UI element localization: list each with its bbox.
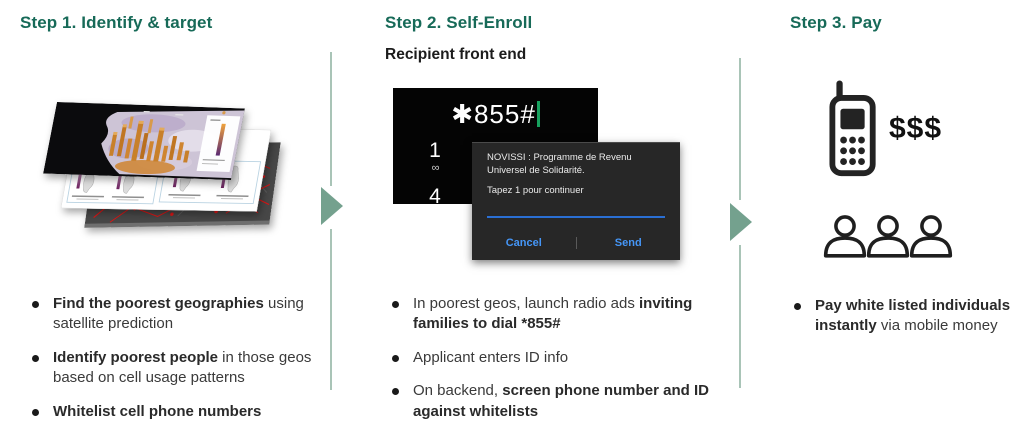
- ussd-code-display: ✱855#: [393, 99, 598, 130]
- bullet-icon: [392, 355, 399, 362]
- list-item: Find the poorest geographies using satellite prediction: [28, 294, 323, 335]
- list-item: Applicant enters ID info: [388, 348, 718, 368]
- ussd-dialog-prompt: Tapez 1 pour continuer: [487, 185, 584, 196]
- bullet-icon: [392, 388, 399, 395]
- step1-title: Step 1. Identify & target: [20, 13, 213, 32]
- voicemail-icon: ∞: [431, 162, 439, 174]
- person-icon: [822, 214, 868, 258]
- people-group-icon: [822, 214, 951, 258]
- satellite-3d-bars-map-card: [43, 102, 245, 180]
- ussd-dialog: [472, 142, 680, 260]
- bullet-icon: [392, 301, 399, 308]
- right-arrow-icon: [321, 187, 343, 225]
- divider-line: [330, 229, 332, 390]
- recipient-front-end-label: Recipient front end: [385, 46, 527, 63]
- person-icon: [865, 214, 911, 258]
- bullet-icon: [32, 355, 39, 362]
- ussd-dialog-message: NOVISSI : Programme de Revenu Universel de Solidarité.: [487, 152, 632, 176]
- step1-bullet-list: [28, 294, 323, 435]
- divider-line: [739, 58, 741, 200]
- cancel-button[interactable]: Cancel: [505, 237, 542, 249]
- list-item: On backend, screen phone number and ID against whitelists: [388, 381, 718, 422]
- dialpad-key-4[interactable]: 4: [429, 185, 441, 204]
- bullet-icon: [32, 301, 39, 308]
- person-icon: [908, 214, 954, 258]
- list-item: Identify poorest people in those geos based on cell usage patterns: [28, 348, 323, 389]
- satellite-map-stack-image: [28, 78, 318, 246]
- money-label: $$$: [889, 112, 943, 145]
- list-item: Whitelist cell phone numbers: [28, 402, 323, 422]
- ussd-input-underline[interactable]: [487, 216, 665, 218]
- dialpad-key-1[interactable]: 1 ∞: [426, 140, 444, 174]
- divider-line: [330, 52, 332, 186]
- step3-bullet-list: [790, 296, 1024, 350]
- step3-title: Step 3. Pay: [790, 13, 882, 32]
- step2-bullet-list: [388, 294, 718, 435]
- divider-line: [739, 245, 741, 388]
- text-cursor: [537, 101, 540, 127]
- bullet-icon: [794, 303, 801, 310]
- send-button[interactable]: Send: [614, 237, 642, 249]
- list-item: Pay white listed individuals instantly via mobile money: [790, 296, 1024, 337]
- step2-title: Step 2. Self-Enroll: [385, 13, 533, 32]
- list-item: In poorest geos, launch radio ads inviting families to dial *855#: [388, 294, 718, 335]
- bullet-icon: [32, 409, 39, 416]
- right-arrow-icon: [730, 203, 752, 241]
- mobile-phone-icon: [827, 80, 879, 186]
